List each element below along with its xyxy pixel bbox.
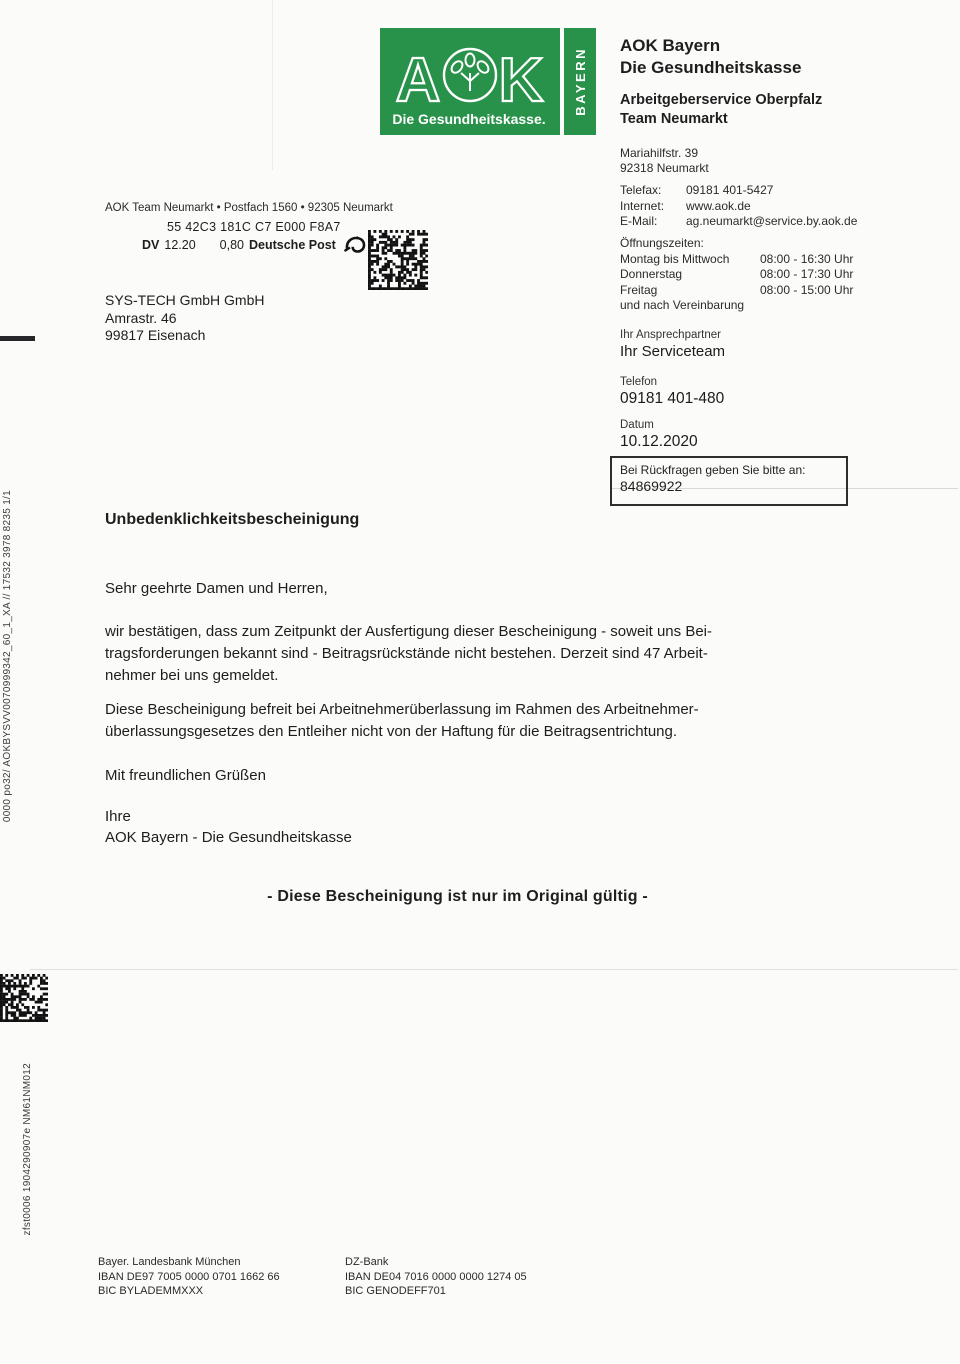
contact-row-internet (620, 199, 857, 215)
recipient-name: SYS-TECH GmbH GmbH (105, 292, 265, 308)
franking-line (142, 236, 367, 254)
franking-amount: 0,80 (219, 238, 244, 252)
opening-hours-block (620, 236, 853, 314)
paragraph-1 (105, 621, 712, 687)
margin-text: zfst0006 1904290907e NM61NM012 (22, 1063, 33, 1236)
bank-iban: IBAN DE04 7016 0000 0000 1274 05 (345, 1270, 527, 1283)
contact-label: Telefax: (620, 183, 662, 197)
aok-sprig-icon (449, 54, 490, 92)
bank-details-2 (345, 1255, 527, 1299)
org-name-line1: AOK Bayern (620, 36, 721, 55)
contact-row-email (620, 214, 857, 230)
franking-dv-value: 12.20 (164, 238, 196, 252)
bank-iban: IBAN DE97 7005 0000 0701 1662 66 (98, 1270, 280, 1283)
contact-value: 09181 401-5427 (686, 183, 774, 197)
logo-tagline: Die Gesundheitskasse. (392, 111, 546, 127)
franking-code: 55 42C3 181C C7 E000 F8A7 (167, 220, 341, 234)
letterhead-city: 92318 Neumarkt (620, 161, 709, 175)
paragraph-line: Diese Bescheinigung befreit bei Arbeitnehmerüberlassung im Rahmen des Arbeitnehmer- (105, 701, 699, 718)
dept-line2: Team Neumarkt (620, 111, 728, 127)
recipient-city: 99817 Eisenach (105, 327, 206, 343)
franking-dv-label: DV (142, 238, 160, 252)
salutation: Sehr geehrte Damen und Herren, (105, 580, 328, 597)
dept-line1: Arbeitgeberservice Oberpfalz (620, 92, 823, 108)
paragraph-line: nehmer bei uns gemeldet. (105, 667, 279, 684)
margin-text: 0000 po32/ AOKBYSVV0070999342_60_1_XA // 17532 3978 8235 1/1 (2, 490, 13, 823)
contact-row-telefax (620, 183, 857, 199)
margin-processing-code-bottom (22, 1063, 33, 1259)
svg-text:A: A (395, 46, 441, 115)
phone-label: Telefon (620, 376, 658, 388)
recipient-street: Amrastr. 46 (105, 309, 177, 326)
contact-label: E-Mail: (620, 214, 658, 228)
hours-row (620, 267, 853, 283)
hours-note: und nach Vereinbarung (620, 298, 745, 312)
fold-mark (0, 336, 35, 341)
hours-day: Donnerstag (620, 267, 683, 281)
contact-label: Internet: (620, 198, 665, 213)
franking-carrier: Deutsche Post (249, 238, 336, 252)
paragraph-line: überlassungsgesetzes den Entleiher nicht von der Haftung für die Beitragsentrichtung. (105, 723, 678, 740)
posthorn-icon (343, 236, 367, 254)
hours-row (620, 283, 853, 299)
hours-day: Freitag (620, 282, 658, 297)
date-label: Datum (620, 419, 654, 431)
paragraph-2 (105, 699, 699, 743)
date-value: 10.12.2020 (620, 433, 698, 450)
org-name-line2: Die Gesundheitskasse (620, 58, 802, 77)
contact-person-label: Ihr Ansprechpartner (620, 329, 722, 341)
closing-line: Mit freundlichen Grüßen (105, 767, 266, 784)
bank-bic: BIC GENODEFF701 (345, 1285, 446, 1297)
aok-logo-graphic (380, 28, 560, 135)
franking-datamatrix-barcode (368, 230, 428, 290)
hours-row (620, 252, 853, 268)
contact-person-value: Ihr Serviceteam (620, 343, 726, 360)
hours-title: Öffnungszeiten: (620, 236, 704, 250)
aok-region-strip (564, 28, 596, 135)
reference-label: Bei Rückfragen geben Sie bitte an: (620, 463, 806, 477)
signature-line1: Ihre (105, 808, 131, 825)
margin-processing-code-top (2, 490, 13, 855)
scan-artifact-line (30, 969, 958, 970)
logo-region-label: BAYERN (572, 47, 588, 116)
reference-number: 84869922 (620, 478, 683, 494)
reference-box (610, 456, 848, 506)
subject-line: Unbedenklichkeitsbescheinigung (105, 511, 360, 528)
paragraph-line: tragsforderungen bekannt sind - Beitragsrückstände nicht bestehen. Derzeit sind 47 Arbeit- (105, 645, 708, 662)
contact-block (620, 183, 857, 230)
phone-value: 09181 401-480 (620, 390, 725, 407)
svg-text:K: K (498, 46, 544, 115)
bank-name: Bayer. Landesbank München (98, 1256, 241, 1268)
scan-artifact-line (272, 0, 273, 170)
recipient-address (105, 292, 264, 345)
signature-line2: AOK Bayern - Die Gesundheitskasse (105, 829, 352, 846)
contact-value: www.aok.de (686, 198, 751, 213)
hours-day: Montag bis Mittwoch (620, 251, 730, 266)
bank-bic: BIC BYLADEMMXXX (98, 1285, 204, 1297)
contact-value: ag.neumarkt@service.by.aok.de (686, 214, 858, 228)
aok-logo (380, 28, 560, 135)
hours-time: 08:00 - 16:30 Uhr (760, 251, 854, 266)
processing-datamatrix-barcode (0, 974, 48, 1022)
original-validity-notice: - Diese Bescheinigung ist nur im Original gültig - (267, 888, 648, 905)
hours-time: 08:00 - 15:00 Uhr (760, 282, 854, 297)
paragraph-line: wir bestätigen, dass zum Zeitpunkt der Ausfertigung dieser Bescheinigung - soweit uns Bei- (105, 623, 712, 640)
return-address-line: AOK Team Neumarkt • Postfach 1560 • 92305 Neumarkt (105, 202, 393, 214)
bank-details-1 (98, 1255, 280, 1299)
bank-name: DZ-Bank (345, 1256, 389, 1268)
hours-time: 08:00 - 17:30 Uhr (760, 267, 854, 281)
letterhead-street: Mariahilfstr. 39 (620, 146, 699, 160)
